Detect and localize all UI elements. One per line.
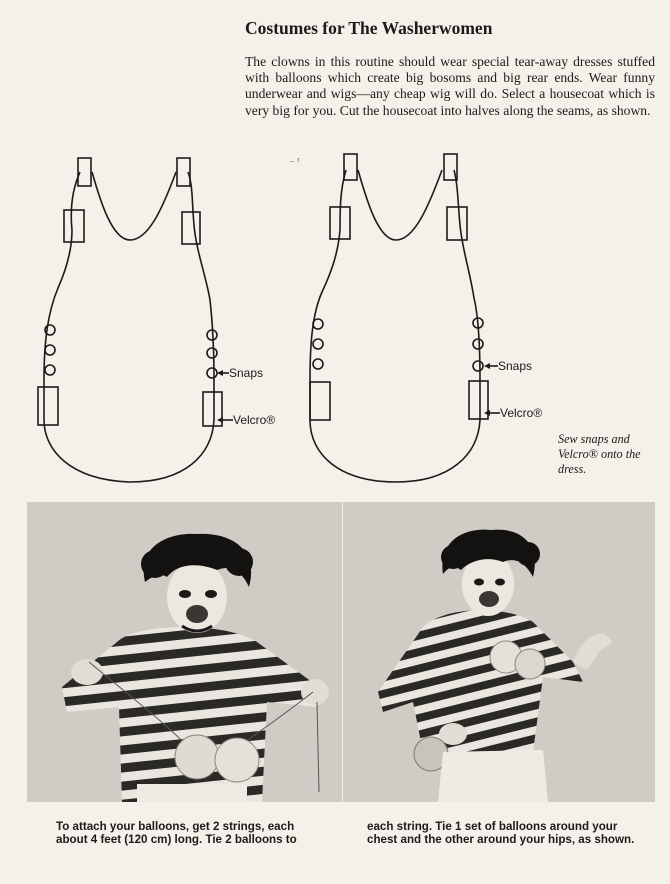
photo-clown-balloons-hips xyxy=(27,502,342,802)
dress-half-right xyxy=(310,154,488,482)
page-title: Costumes for The Washerwomen xyxy=(245,18,493,38)
margin-mark: – ³ xyxy=(290,156,300,166)
caption-right: each string. Tie 1 set of balloons around your chest and the other around your hips, as shown. xyxy=(367,820,635,847)
dress-half-left xyxy=(38,158,222,482)
intro-paragraph: The clowns in this routine should wear special tear-away dresses stuffed with balloons which create big bosoms and big rear ends. Wear funny underwear and wigs—any cheap wig will do. Select a housecoat which is very big for you. Cut the housecoat into halves along the seams, as shown. xyxy=(245,54,655,118)
snaps-label-right: Snaps xyxy=(498,359,533,373)
caption-left: To attach your balloons, get 2 strings, each about 4 feet (120 cm) long. Tie 2 balloons to xyxy=(56,820,297,847)
snaps-label-left: Snaps xyxy=(229,366,264,380)
photo-clown-balloons-chest xyxy=(343,502,655,802)
diagram-caption: Sew snaps and Velcro® onto the dress. xyxy=(558,432,641,476)
velcro-label-right: Velcro® xyxy=(500,406,543,420)
dress-left-upper-velcro xyxy=(64,210,84,242)
velcro-label-left: Velcro® xyxy=(233,413,276,427)
